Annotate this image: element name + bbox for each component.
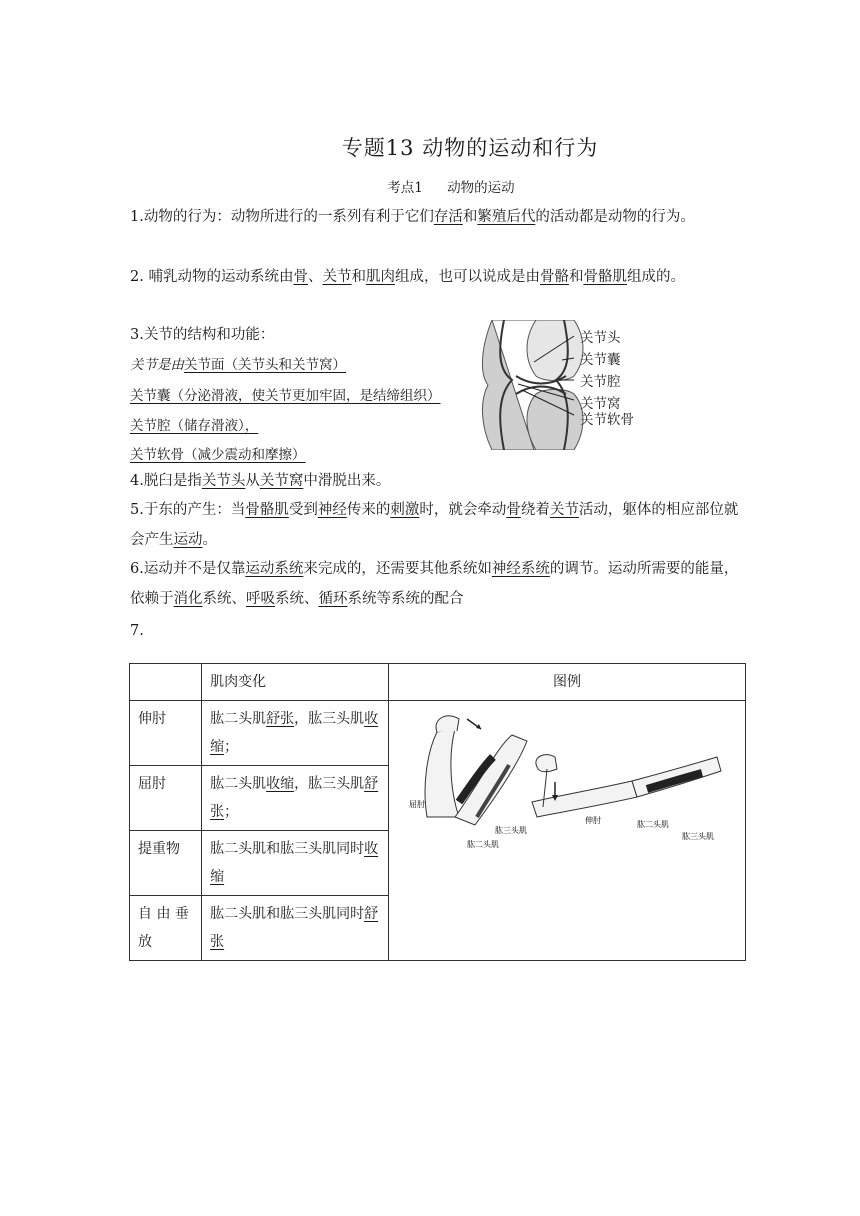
item-6-text: 6.运动并不是仅靠 [130, 561, 246, 577]
joint-line-1 [130, 353, 346, 373]
item-2-text-6: 组成的。 [626, 269, 685, 285]
figure-label-triceps-2: 肱三头肌 [682, 832, 714, 841]
item-2-key-2: 关节 [322, 269, 352, 285]
change-text: ； [224, 739, 239, 755]
item-5-text-2: 受到 [288, 502, 318, 518]
item-4-text-2: 从 [245, 473, 260, 489]
joint-line-1-prefix: 关节是由 [130, 357, 184, 373]
change-key: 舒张 [210, 776, 379, 820]
item-1-key-1: 存活 [433, 209, 463, 225]
change-cell [202, 831, 389, 896]
figure-cell [389, 701, 746, 961]
item-1 [130, 202, 745, 232]
item-5-text-5: 绕着 [520, 502, 550, 518]
item-2-text-4: 组成，也可以说成是由 [394, 269, 540, 285]
item-6-key-1: 运动系统 [245, 561, 304, 577]
change-text: 肱二头肌和肱三头肌同时 [210, 906, 365, 922]
arm-muscle-figure [397, 707, 737, 867]
change-text: 肱二头肌 [210, 776, 267, 792]
item-2-text: 2. 哺乳动物的运动系统由 [130, 269, 294, 285]
table-header-cell: 图例 [389, 664, 746, 701]
item-6-text-2: 来完成的，还需要其他系统如 [303, 561, 492, 577]
change-cell [202, 766, 389, 831]
change-text: 肱二头肌和肱三头肌同时 [210, 841, 365, 857]
figure-label-biceps-2: 肱二头肌 [637, 820, 669, 829]
item-4-key-1: 关节头 [201, 473, 246, 489]
item-5-text-3: 传来的 [346, 502, 391, 518]
item-5 [130, 495, 745, 555]
item-5-text-6: 活动，躯体的相应部位就会产生 [130, 502, 739, 548]
change-key: 舒张 [210, 906, 379, 950]
figure-label-biceps: 肱二头肌 [467, 840, 499, 849]
item-4-text: 4.脱臼是指 [130, 473, 202, 489]
subtitle [0, 176, 860, 196]
change-key: 收缩 [210, 711, 379, 755]
item-2-text-3: 和 [351, 269, 366, 285]
change-key: 收缩 [210, 841, 379, 885]
change-key: 收缩 [266, 776, 295, 792]
item-5-key-2: 神经 [317, 502, 347, 518]
subtitle-topic: 动物的运动 [447, 180, 515, 196]
item-5-key-5: 关节 [549, 502, 579, 518]
item-6-text-4: 系统、 [202, 591, 246, 607]
item-1-text-2: 和 [462, 209, 478, 225]
joint-line-2: 关节囊（分泌滑液，使关节更加牢固，是结缔组织） [130, 388, 441, 404]
change-text: ，肱三头肌 [294, 776, 365, 792]
item-6 [130, 554, 745, 614]
item-6-key-3: 消化 [173, 591, 203, 607]
item-3-heading: 3.关节的结构和功能： [130, 327, 275, 343]
item-2-key-3: 肌肉 [365, 269, 395, 285]
table-row [130, 701, 746, 766]
change-text: ； [224, 804, 239, 820]
change-key: 舒张 [266, 711, 295, 727]
item-5-key-4: 骨 [506, 502, 521, 518]
table-header-cell [130, 664, 202, 701]
item-7-label: 7. [130, 623, 144, 639]
item-2-key-1: 骨 [293, 269, 308, 285]
joint-label: 关节窝 [580, 396, 621, 412]
action-cell: 屈肘 [130, 766, 202, 831]
item-6-key-5: 循环 [318, 591, 348, 607]
item-2 [130, 262, 745, 292]
item-1-text-3: 的活动都是动物的行为。 [535, 209, 695, 225]
item-6-key-2: 神经系统 [491, 561, 550, 577]
table-header-cell: 肌肉变化 [202, 664, 389, 701]
change-text: 肱二头肌 [210, 711, 267, 727]
action-cell: 伸肘 [130, 701, 202, 766]
muscle-table [129, 663, 746, 961]
change-text: ，肱三头肌 [294, 711, 365, 727]
item-1-key-2: 繁殖后代 [477, 209, 536, 225]
item-2-key-4: 骨骼 [539, 269, 569, 285]
item-4-text-3: 中滑脱出来。 [303, 473, 391, 489]
figure-label-triceps: 肱三头肌 [495, 826, 527, 835]
item-2-key-5: 骨骼肌 [583, 269, 627, 285]
action-cell: 提重物 [130, 831, 202, 896]
item-6-text-5: 系统、 [275, 591, 319, 607]
item-6-text-6: 系统等系统的配合 [347, 591, 464, 607]
table-header-row [130, 664, 746, 701]
item-5-key-3: 刺激 [390, 502, 420, 518]
item-2-text-2: 、 [307, 269, 323, 285]
joint-label: 关节头 [580, 330, 621, 346]
page-title: 专题13 动物的运动和行为 [341, 136, 599, 160]
item-5-text: 5.于东的产生：当 [130, 502, 246, 518]
joint-line-3: 关节腔（储存滑液）， [130, 418, 259, 434]
item-2-text-5: 和 [568, 269, 584, 285]
item-5-key-6: 运动 [173, 532, 203, 548]
action-cell: 自 由 垂 放 [130, 896, 202, 961]
subtitle-point: 考点1 [387, 180, 423, 196]
item-6-key-4: 呼吸 [246, 591, 275, 607]
item-5-key-1: 骨骼肌 [245, 502, 289, 518]
item-5-text-4: 时，就会牵动 [419, 502, 507, 518]
item-4-key-2: 关节窝 [259, 473, 304, 489]
joint-label: 关节软骨 [580, 412, 634, 428]
item-1-text: 1.动物的行为：动物所进行的一系列有利于它们 [130, 209, 434, 225]
change-cell [202, 896, 389, 961]
joint-line-4: 关节软骨（减少震动和摩擦） [130, 447, 306, 463]
item-6-text-3: 的调节。运动所需要的能量，依赖于 [130, 561, 739, 607]
change-cell [202, 701, 389, 766]
figure-label-extend: 伸肘 [585, 816, 601, 825]
item-4 [130, 472, 390, 490]
joint-label: 关节腔 [580, 374, 621, 390]
figure-label-flex: 屈肘 [409, 800, 425, 809]
joint-diagram [474, 320, 674, 450]
item-5-text-7: 。 [202, 532, 217, 548]
joint-label: 关节囊 [580, 352, 621, 368]
joint-line-1-key: 关节面（关节头和关节窝） [184, 357, 346, 373]
